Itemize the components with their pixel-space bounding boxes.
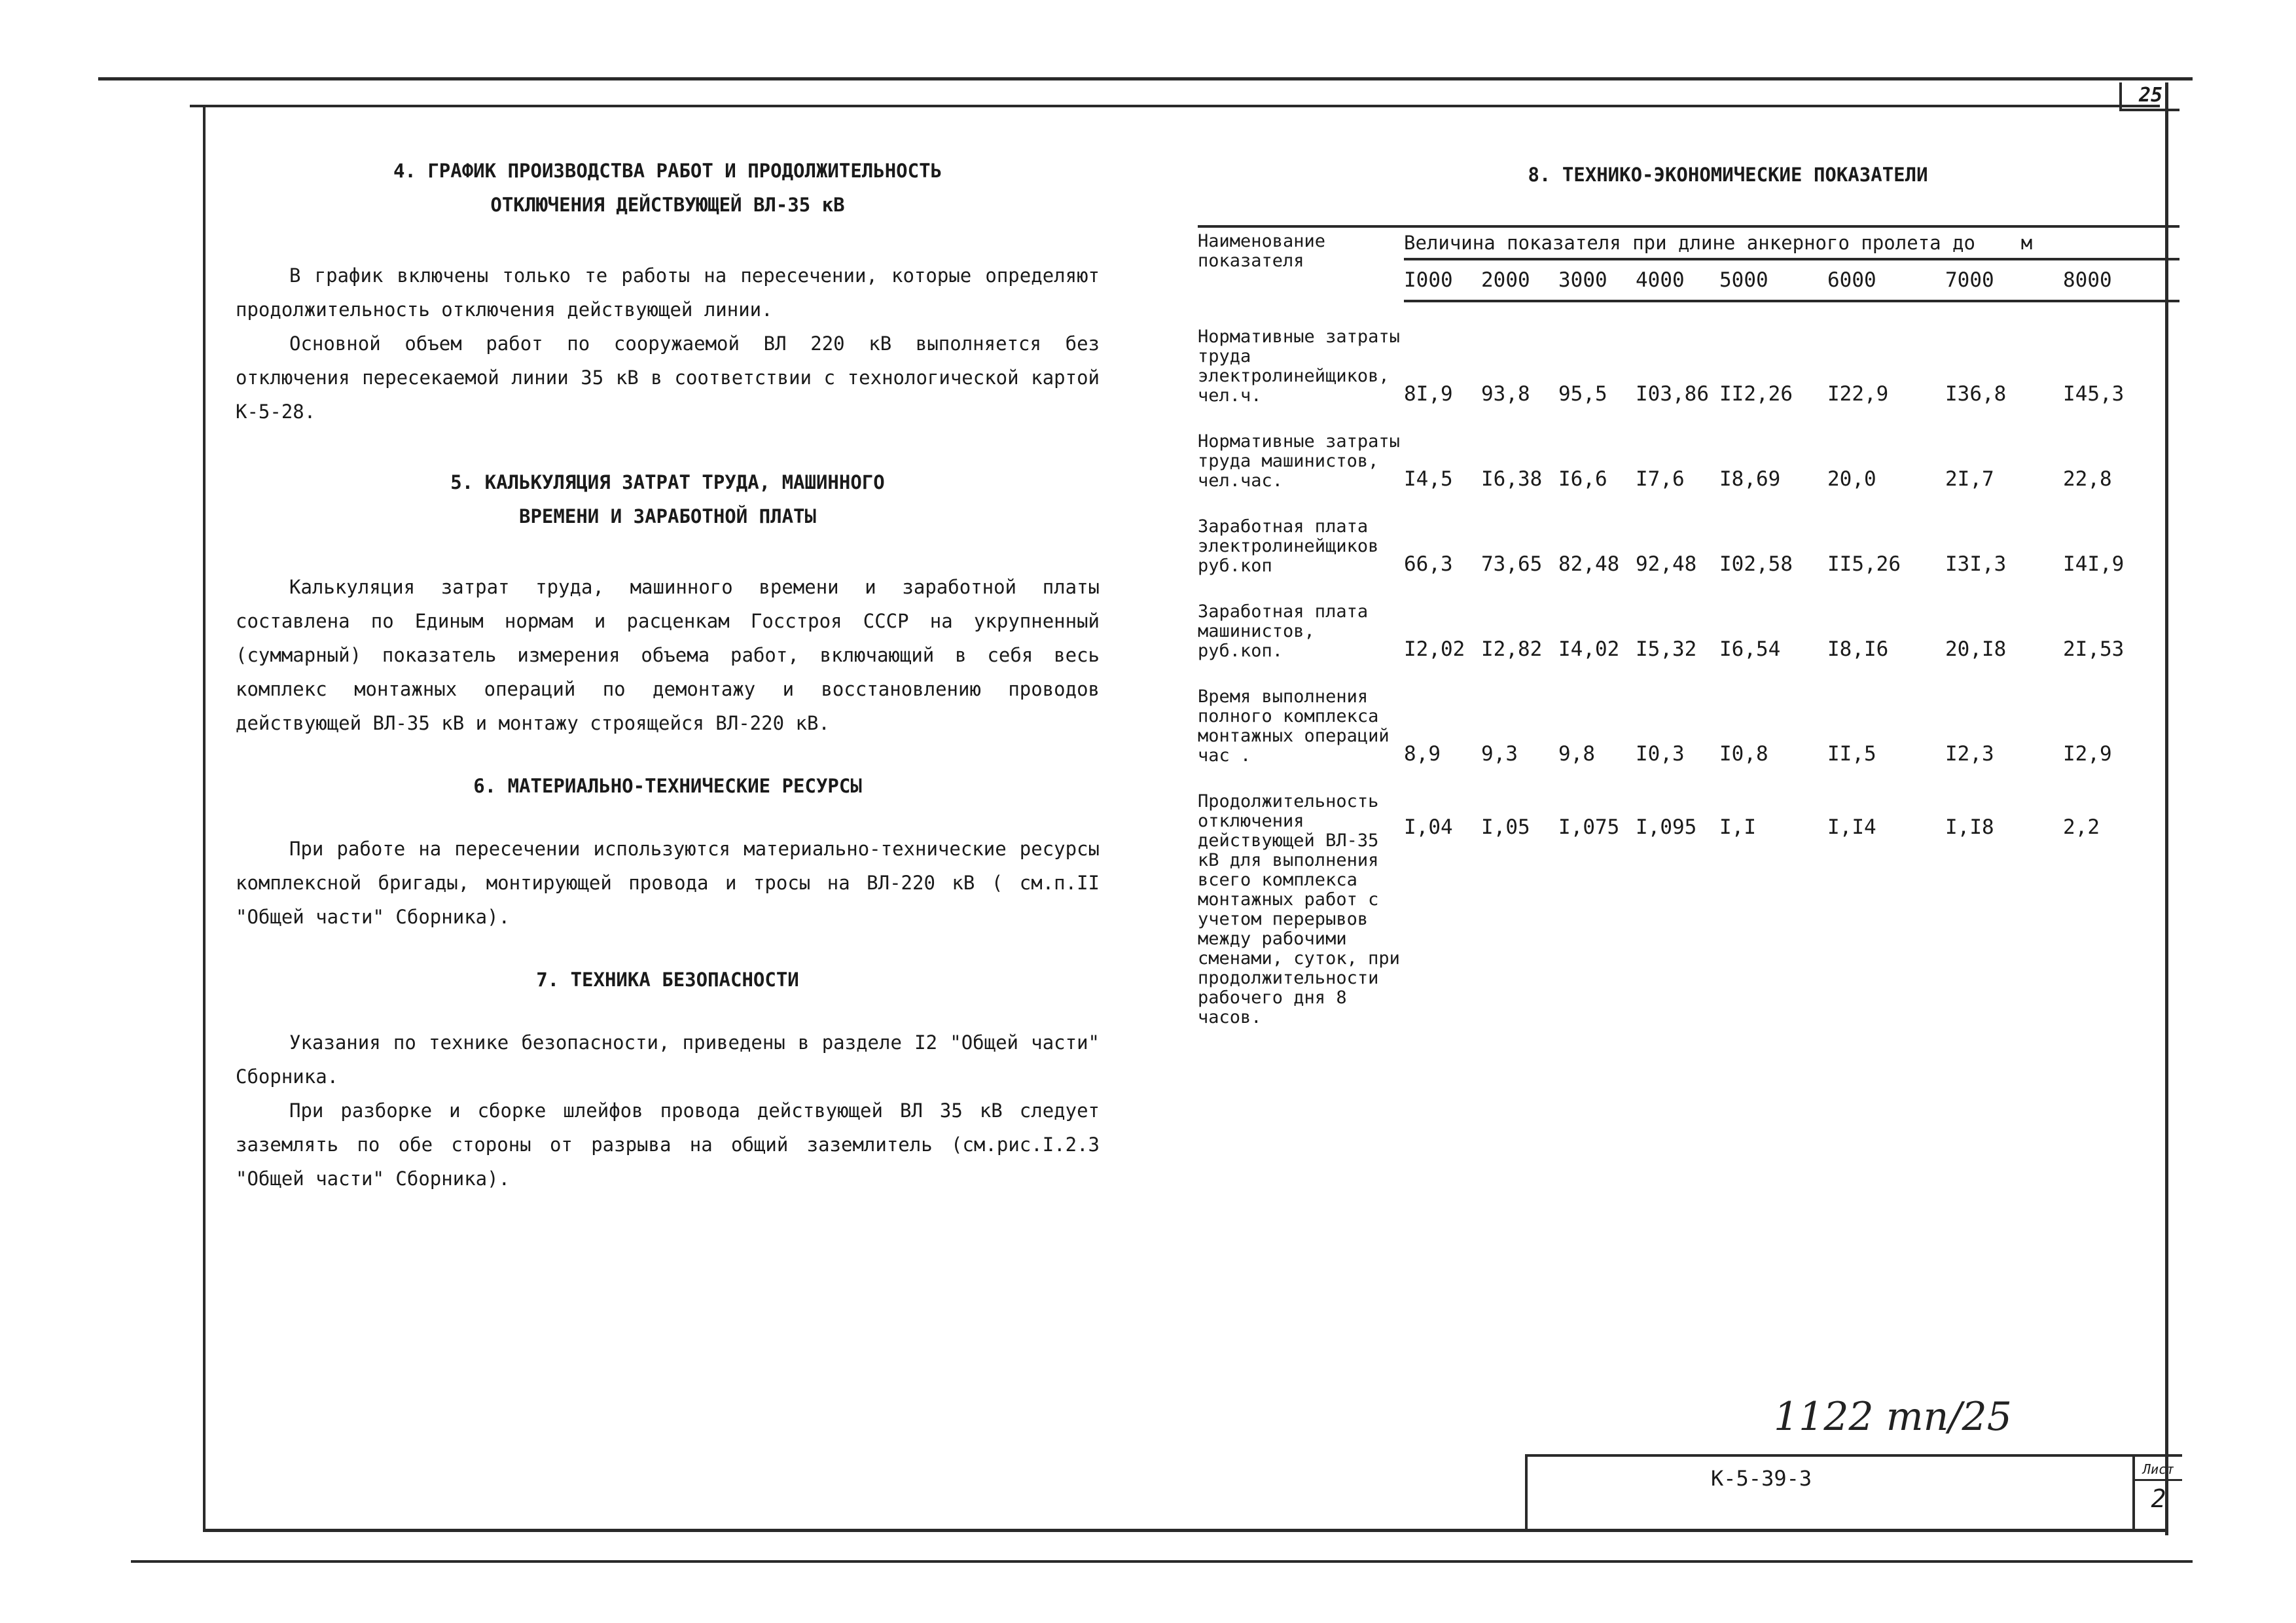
frame-left-line <box>203 105 206 1531</box>
indicator-value: II,5 <box>1827 742 1876 766</box>
section-7-title: 7. ТЕХНИКА БЕЗОПАСНОСТИ <box>536 969 799 991</box>
indicator-name: Время выполнения полного комплекса монтажных операций час . <box>1198 687 1390 766</box>
frame-bottom-line <box>203 1529 2168 1532</box>
indicator-value: I6,54 <box>1719 637 1781 661</box>
indicator-value: 82,48 <box>1558 552 1620 576</box>
indicator-value: I4,02 <box>1558 637 1620 661</box>
indicator-value: 2I,53 <box>2063 637 2125 661</box>
section-5-title-line2: ВРЕМЕНИ И ЗАРАБОТНОЙ ПЛАТЫ <box>519 505 816 527</box>
indicator-value: 73,65 <box>1481 552 1543 576</box>
top-border-line <box>98 77 2193 80</box>
column-header: 7000 <box>1945 259 2063 301</box>
table-top-rule <box>1198 225 2179 228</box>
section-7-paragraph-1: Указания по технике безопасности, приведены в разделе I2 "Общей части" Сборника. <box>236 1031 1100 1088</box>
indicator-value: 95,5 <box>1558 382 1607 406</box>
name-column-header: Наименование показателя <box>1198 231 1326 271</box>
column-header: 5000 <box>1719 259 1827 301</box>
outer-bottom-line <box>131 1560 2193 1563</box>
section-4-title-line1: 4. ГРАФИК ПРОИЗВОДСТВА РАБОТ И ПРОДОЛЖИТЕЛЬНОСТЬ <box>393 160 942 182</box>
indicator-value: I0,3 <box>1636 742 1685 766</box>
table-body <box>1198 301 2179 1027</box>
indicator-value: I,I8 <box>1945 815 1994 839</box>
indicator-value: I45,3 <box>2063 382 2125 406</box>
section-7-paragraph-2: При разборке и сборке шлейфов провода действующей ВЛ 35 кВ следует заземлять по обе стороны от разрыва на общий заземлитель (см.рис.I.2.3 "Общей части" Сборника). <box>236 1099 1100 1190</box>
sheet-box <box>2132 1457 2182 1529</box>
indicator-value: I0,8 <box>1719 742 1768 766</box>
group-column-header: Величина показателя при длине анкерного пролета до м <box>1404 232 2179 259</box>
indicator-value: 8I,9 <box>1404 382 1453 406</box>
indicator-value: I8,I6 <box>1827 637 1889 661</box>
section-5-title-line1: 5. КАЛЬКУЛЯЦИЯ ЗАТРАТ ТРУДА, МАШИННОГО <box>450 471 885 493</box>
indicator-value: I02,58 <box>1719 552 1793 576</box>
table-spacer <box>1198 661 2179 687</box>
indicator-value: 20,I8 <box>1945 637 2007 661</box>
sheet-label: Лист <box>2135 1459 2182 1481</box>
indicator-value: 66,3 <box>1404 552 1453 576</box>
indicator-value: II5,26 <box>1827 552 1901 576</box>
inner-top-line <box>190 105 2160 107</box>
document-code: К-5-39-3 <box>1711 1466 1812 1491</box>
section-4-paragraph-2: Основной объем работ по сооружаемой ВЛ 220 кВ выполняется без отключения пересекаемой линии 35 кВ в соответствии с технологической картой К-5-28. <box>236 332 1100 423</box>
indicator-value: 9,3 <box>1481 742 1518 766</box>
indicator-name: Нормативные затраты труда машинистов, чел.час. <box>1198 431 1400 491</box>
page-number: 25 <box>2119 82 2179 111</box>
indicator-value: 8,9 <box>1404 742 1441 766</box>
column-header: 8000 <box>2063 259 2179 301</box>
indicator-value: 93,8 <box>1481 382 1530 406</box>
indicator-name: Нормативные затраты труда электролинейщиков, чел.ч. <box>1198 327 1400 406</box>
indicator-value: I4I,9 <box>2063 552 2125 576</box>
table-spacer <box>1198 301 2179 327</box>
sheet-number: 2 <box>2151 1484 2166 1513</box>
section-6-paragraph-1: При работе на пересечении используются материально-технические ресурсы комплексной бригады, монтирующей провода и тросы на ВЛ-220 кВ ( см.п.II "Общей части" Сборника). <box>236 838 1100 928</box>
table-row <box>1198 432 2179 491</box>
indicator-value: I2,9 <box>2063 742 2112 766</box>
indicator-name: Заработная плата электролинейщиков руб.коп <box>1198 516 1379 576</box>
title-block <box>1525 1454 2182 1529</box>
section-4-title-line2: ОТКЛЮЧЕНИЯ ДЕЙСТВУЮЩЕЙ ВЛ-35 кВ <box>490 194 845 216</box>
indicator-value: I,I4 <box>1827 815 1876 839</box>
table-row <box>1198 602 2179 661</box>
section-4-paragraph-1: В график включены только те работы на пересечении, которые определяют продолжительность отключения действующей линии. <box>236 264 1100 321</box>
indicator-value: I22,9 <box>1827 382 1889 406</box>
section-8-title: 8. ТЕХНИКО-ЭКОНОМИЧЕСКИЕ ПОКАЗАТЕЛИ <box>1528 164 1928 186</box>
indicator-value: 9,8 <box>1558 742 1595 766</box>
section-6-title: 6. МАТЕРИАЛЬНО-ТЕХНИЧЕСКИЕ РЕСУРСЫ <box>473 775 862 797</box>
indicator-value: 22,8 <box>2063 467 2112 491</box>
indicator-value: 92,48 <box>1636 552 1697 576</box>
column-header: 3000 <box>1558 259 1636 301</box>
table-spacer <box>1198 491 2179 517</box>
indicator-value: I,04 <box>1404 815 1453 839</box>
column-header: 6000 <box>1827 259 1945 301</box>
indicator-value: I8,69 <box>1719 467 1781 491</box>
indicator-value: I,I <box>1719 815 1756 839</box>
indicator-value: 2,2 <box>2063 815 2100 839</box>
indicator-value: 2I,7 <box>1945 467 1994 491</box>
table-row <box>1198 327 2179 406</box>
table-spacer <box>1198 766 2179 792</box>
indicator-value: I4,5 <box>1404 467 1453 491</box>
indicator-value: I2,82 <box>1481 637 1543 661</box>
table-spacer <box>1198 576 2179 602</box>
right-column <box>1198 164 2179 1027</box>
indicator-value: I,05 <box>1481 815 1530 839</box>
indicator-value: I2,3 <box>1945 742 1994 766</box>
column-header: 4000 <box>1636 259 1719 301</box>
indicator-value: I,095 <box>1636 815 1697 839</box>
table-row <box>1198 792 2179 1027</box>
indicator-value: I6,6 <box>1558 467 1607 491</box>
table-row <box>1198 687 2179 766</box>
indicator-value: I7,6 <box>1636 467 1685 491</box>
left-column <box>236 154 1100 1196</box>
indicator-value: I,075 <box>1558 815 1620 839</box>
indicator-value: I36,8 <box>1945 382 2007 406</box>
table-spacer <box>1198 406 2179 432</box>
indicator-value: I2,02 <box>1404 637 1465 661</box>
section-5-paragraph-1: Калькуляция затрат труда, машинного времени и заработной платы составлена по Единым нормам и расценкам Госстроя СССР на укрупненный (суммарный) показатель измерения объема работ, включающий в себя весь комплекс монтажных операций по демонтажу и восстановлению проводов действующей ВЛ-35 кВ и монтажу строящейся ВЛ-220 кВ. <box>236 576 1100 734</box>
column-header: I000 <box>1404 259 1481 301</box>
table-row <box>1198 517 2179 576</box>
indicator-value: I3I,3 <box>1945 552 2007 576</box>
column-header: 2000 <box>1481 259 1558 301</box>
handwritten-doc-number: 1122 тп/25 <box>1774 1394 2012 1440</box>
indicators-table <box>1198 232 2179 1027</box>
indicator-value: 20,0 <box>1827 467 1876 491</box>
indicator-value: I6,38 <box>1481 467 1543 491</box>
indicator-value: II2,26 <box>1719 382 1793 406</box>
indicator-name: Заработная плата машинистов, руб.коп. <box>1198 601 1369 661</box>
indicator-value: I03,86 <box>1636 382 1709 406</box>
indicator-name: Продолжительность отключения действующей ВЛ-35 кВ для выполнения всего комплекса монтажных работ с учетом перерывов между рабочими сменами, суток, при продолжительности рабочего дня 8 часов. <box>1198 791 1400 1027</box>
indicator-value: I5,32 <box>1636 637 1697 661</box>
